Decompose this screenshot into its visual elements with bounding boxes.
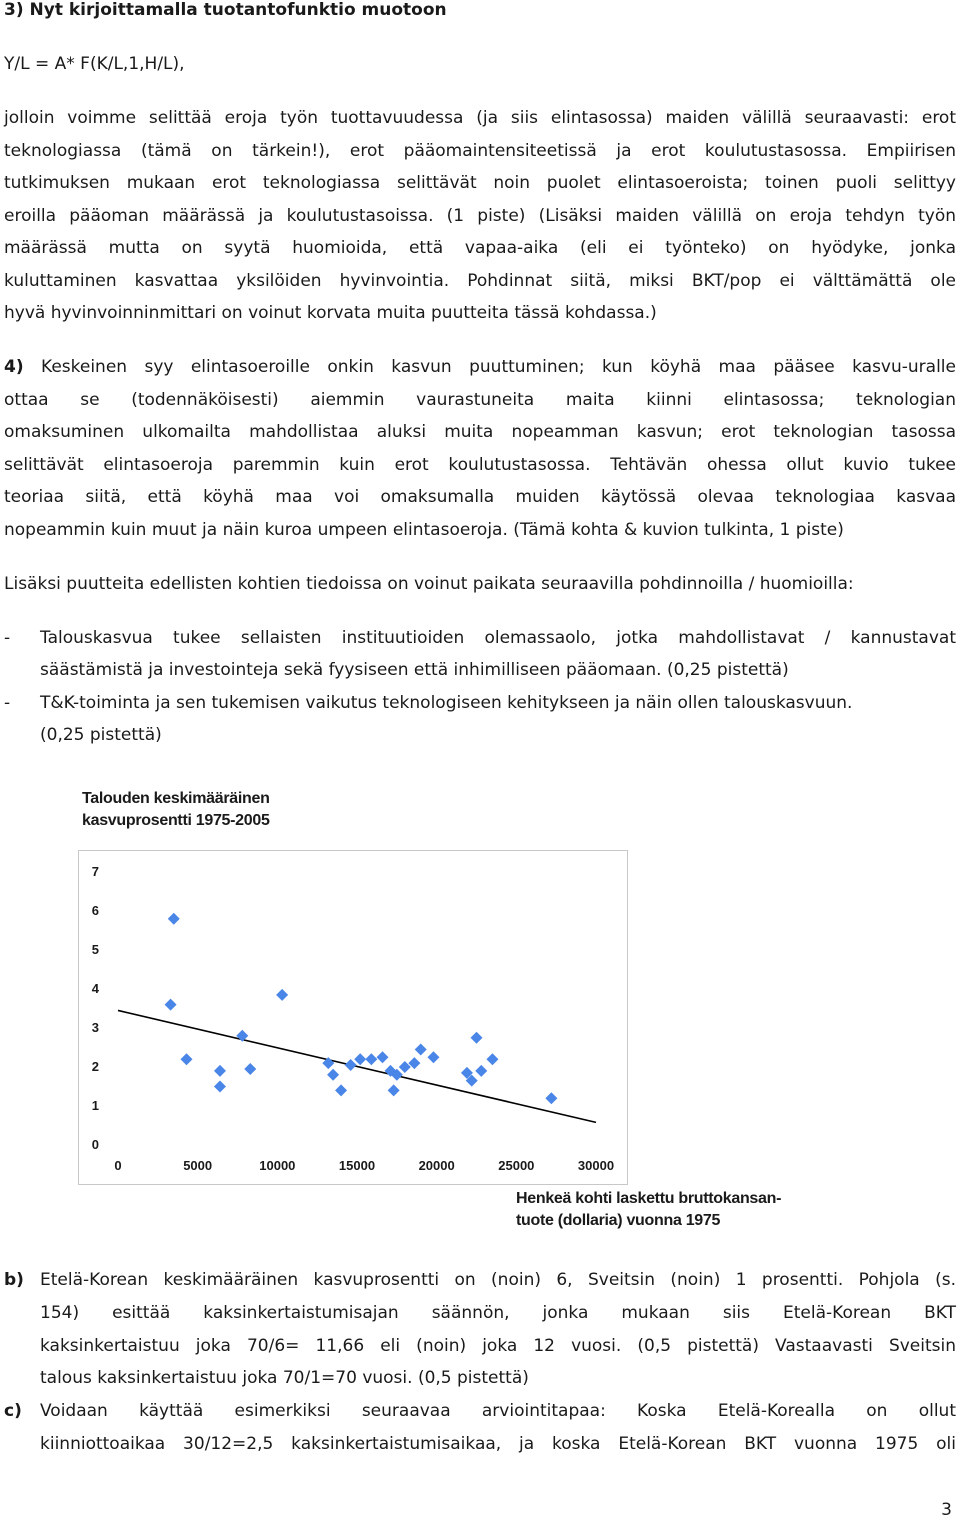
y-tick-label: 6 — [91, 903, 99, 918]
text-line: eroilla pääoman määrässä ja koulutustasoissa. (1 piste) (Lisäksi maiden välillä on eroja tehdyn työn — [4, 206, 956, 226]
bullet-text: (0,25 pistettä) — [40, 725, 162, 745]
bullet-text: säästämistä ja investointeja sekä fyysiseen että inhimilliseen pääomaan. (0,25 pistettä) — [40, 660, 789, 680]
x-axis-label-line: tuote (dollaria) vuonna 1975 — [516, 1212, 721, 1229]
y-tick-label: 3 — [91, 1020, 99, 1035]
text-line: Etelä-Korean keskimääräinen kasvuprosentti on (noin) 6, Sveitsin (noin) 1 prosentti. Pohjola (s. — [40, 1270, 956, 1290]
text-line: kuluttaminen kasvattaa yksilöiden hyvinvointia. Pohdinnat siitä, miksi BKT/pop ei välttämättä ole — [4, 271, 956, 291]
text-line: nopeammin kuin muut ja näin kuroa umpeen elintasoeroja. (Tämä kohta & kuvion tulkinta, 1 piste) — [4, 520, 844, 540]
x-tick-label: 0 — [114, 1158, 122, 1173]
page-number: 3 — [941, 1500, 952, 1520]
y-tick-label: 7 — [91, 864, 99, 879]
text-line: kaksinkertaistuu joka 70/6= 11,66 eli (noin) joka 12 vuosi. (0,5 pistettä) Vastaavasti Sveitsin — [40, 1336, 956, 1356]
section-heading: 3) Nyt kirjoittamalla tuotantofunktio muotoon — [4, 0, 447, 20]
text-line: Keskeinen syy elintasoeroille onkin kasvun puuttuminen; kun köyhä maa pääsee kasvu-uralle — [41, 357, 956, 377]
x-tick-label: 25000 — [498, 1158, 535, 1173]
text-line: kiinniottoaikaa 30/12=2,5 kaksinkertaistumisaikaa, ja koska Etelä-Korean BKT vuonna 1975 oli — [40, 1434, 956, 1454]
text-line: Voidaan käyttää esimerkiksi seuraavaa arviointitapaa: Koska Etelä-Korealla on ollut — [40, 1401, 956, 1421]
formula: Y/L = A* F(K/L,1,H/L), — [4, 54, 185, 74]
text-line: selittävät elintasoeroja paremmin kuin erot koulutustasossa. Tehtävän ohessa ollut kuvio tukee — [4, 455, 956, 475]
bullet-text: Talouskasvua tukee sellaisten instituutioiden olemassaolo, jotka mahdollistavat / kannustavat — [40, 628, 956, 648]
y-tick-label: 2 — [91, 1059, 99, 1074]
y-tick-label: 5 — [91, 942, 99, 957]
bullet-text: T&K-toiminta ja sen tukemisen vaikutus teknologiseen kehitykseen ja näin ollen talouskasvuun. — [40, 693, 853, 713]
text-line: talous kaksinkertaistuu joka 70/1=70 vuosi. (0,5 pistettä) — [40, 1368, 529, 1388]
text-line: teoriaa siitä, että köyhä maa voi omaksumalla muiden käytössä olevaa teknologiaa kasvaa — [4, 487, 956, 507]
chart-title-line: kasvuprosentti 1975-2005 — [82, 812, 270, 829]
chart-frame — [79, 851, 628, 1185]
chart-x-axis-label — [516, 1188, 781, 1232]
y-tick-label: 0 — [91, 1137, 99, 1152]
text-line: ottaa se (todennäköisesti) aiemmin vaurastuneita maita kiinni elintasossa; teknologian — [4, 390, 956, 410]
x-tick-label: 20000 — [418, 1158, 455, 1173]
paragraph-additional: Lisäksi puutteita edellisten kohtien tiedoissa on voinut paikata seuraavilla pohdinnoilla / huomioilla: — [4, 574, 854, 594]
x-axis-label-line: Henkeä kohti laskettu bruttokansan- — [516, 1190, 782, 1207]
x-tick-label: 15000 — [338, 1158, 376, 1173]
text-line: jolloin voimme selittää eroja työn tuottavuudessa (ja siis elintasossa) maiden välillä seuraavasti: erot — [4, 108, 956, 128]
text-line: hyvä hyvinvoinninmittari on voinut korvata muita puutteita tässä kohdassa.) — [4, 303, 657, 323]
text-line: teknologiassa (tämä on tärkein!), erot pääomaintensiteetissä ja erot koulutustasossa. Empiirisen — [4, 141, 956, 161]
x-tick-label: 10000 — [259, 1158, 296, 1173]
text-line: omaksuminen ulkomailta mahdollistaa aluksi muita nopeamman kasvun; erot teknologian tasossa — [4, 422, 956, 442]
item-label: b) — [4, 1270, 24, 1290]
text-line: määrässä mutta on syytä huomioida, että vapaa-aika (eli ei työnteko) on hyödyke, jonka — [4, 238, 956, 258]
item-label: 4) — [4, 357, 24, 377]
y-tick-label: 1 — [91, 1098, 99, 1113]
scatter-chart — [78, 850, 628, 1185]
x-tick-label: 30000 — [577, 1158, 615, 1173]
text-line: 154) esittää kaksinkertaistumisajan säännön, jonka mukaan siis Etelä-Korean BKT — [40, 1303, 956, 1323]
bullet-dash: - — [4, 628, 11, 648]
item-label: c) — [4, 1401, 22, 1421]
chart-title — [82, 788, 270, 832]
bullet-dash: - — [4, 693, 11, 713]
y-tick-label: 4 — [91, 981, 99, 996]
x-tick-label: 5000 — [183, 1158, 213, 1173]
text-line: tutkimuksen mukaan erot teknologiassa selittävät noin puolet elintasoeroista; toinen puoli selittyy — [4, 173, 956, 193]
chart-title-line: Talouden keskimääräinen — [82, 790, 270, 807]
